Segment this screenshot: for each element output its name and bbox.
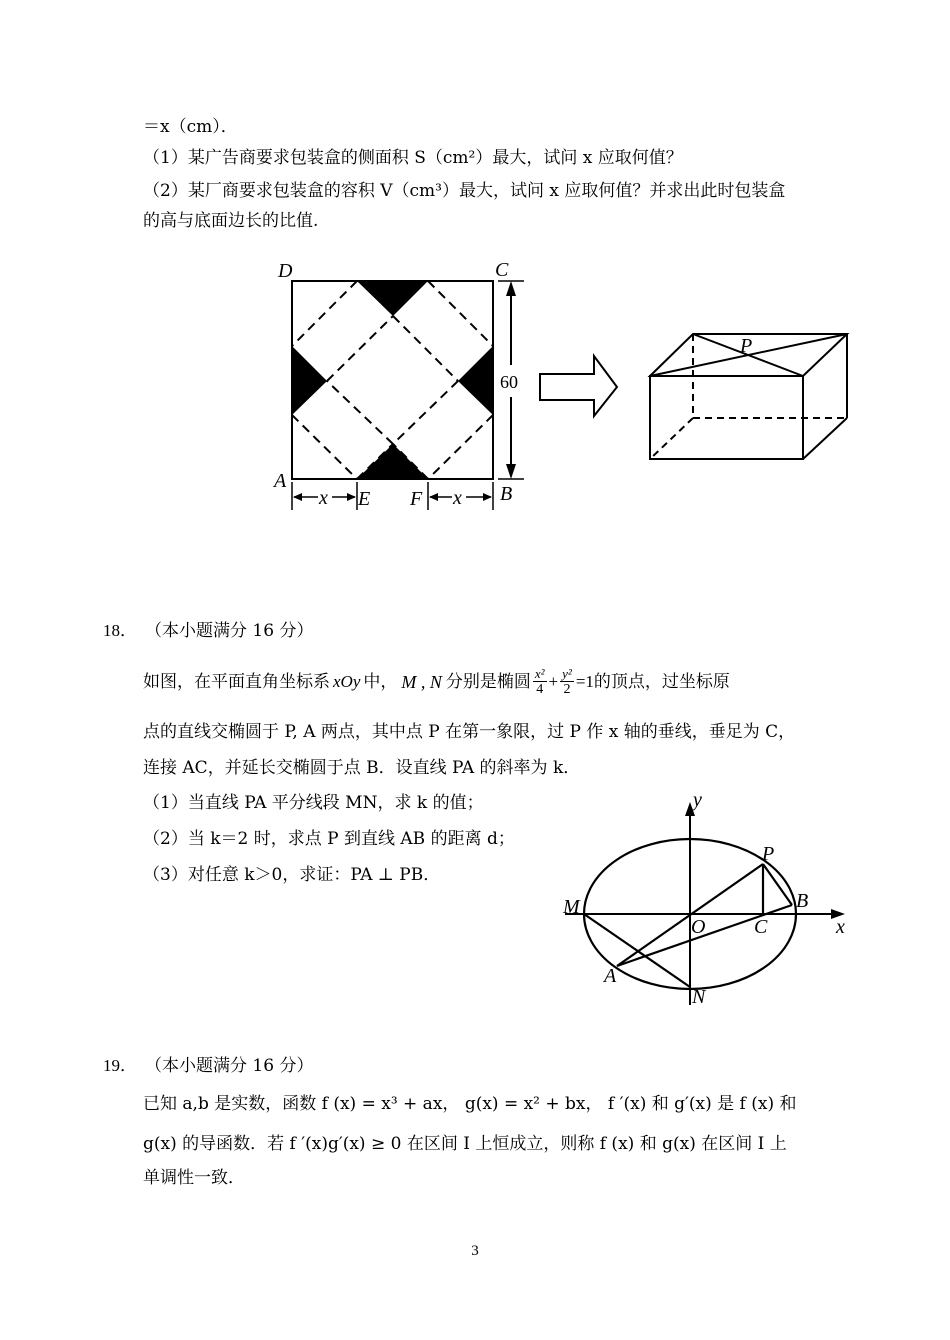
q17-figure xyxy=(260,255,860,520)
q19-line1: 已知 a,b 是实数，函数 f (x) = x³ + ax， g(x) = x² + bx， f ′(x) 和 g′(x) 是 f (x) 和 xyxy=(143,1094,797,1114)
q18-number: 18． xyxy=(103,621,137,640)
q18-ellipse-figure xyxy=(555,790,855,1010)
q17-line0: ＝x（cm）． xyxy=(143,117,238,137)
label-F: F xyxy=(410,488,423,510)
q18-line3: 连接 AC，并延长交椭圆于点 B．设直线 PA 的斜率为 k． xyxy=(143,758,581,778)
q18-part1: （1）当直线 PA 平分线段 MN，求 k 的值； xyxy=(143,793,484,813)
q17-part1: （1）某广告商要求包装盒的侧面积 S（cm²）最大，试问 x 应取何值？ xyxy=(143,148,683,168)
q19-score: （本小题满分 16 分） xyxy=(145,1056,314,1076)
q19-line2: g(x) 的导函数．若 f ′(x)g′(x) ≥ 0 在区间 I 上恒成立，则称 f (x) 和 g(x) 在区间 I 上 xyxy=(143,1134,787,1154)
label-A: A xyxy=(274,470,287,492)
arrow-icon xyxy=(540,356,617,416)
fraction-x2-4: $\frac{\text{x²}}{4}$ xyxy=(534,666,545,697)
label-B: B xyxy=(500,483,513,505)
q17-part2-line1: （2）某厂商要求包装盒的容积 V（cm³）最大，试问 x 应取何值？并求出此时包装盒 xyxy=(143,181,786,201)
label-C: C xyxy=(754,916,768,938)
label-60: 60 xyxy=(500,372,518,392)
fraction-y2-2: $\frac{\text{y²}}{2}$ xyxy=(562,666,572,697)
left-triangle xyxy=(292,346,327,415)
label-M: M xyxy=(563,896,580,918)
equals-one: =1 xyxy=(575,672,594,691)
label-y: y xyxy=(693,790,702,811)
q18-line1: 如图，在平面直角坐标系 xOy 中， M , N 分别是椭圆 $\frac{\text{x²}}{4}$ + $\frac{\text{y²}}{2}$ =1 的顶点，过坐标原 xyxy=(143,666,730,697)
q18-line1-mid2: 分别是椭圆 xyxy=(445,672,531,692)
bottom-triangle xyxy=(357,444,428,479)
label-x-left: x xyxy=(319,487,328,509)
q19-number: 19． xyxy=(103,1056,137,1075)
q18-part3: （3）对任意 k＞0，求证：PA ⊥ PB． xyxy=(143,865,441,885)
q19-line3: 单调性一致． xyxy=(143,1168,245,1188)
q18-score: （本小题满分 16 分） xyxy=(145,621,314,641)
label-P: P xyxy=(762,843,775,865)
q18-line1-post: 的顶点，过坐标原 xyxy=(593,672,730,692)
label-O: O xyxy=(691,916,706,938)
label-P-box: P xyxy=(740,335,753,357)
label-B: B xyxy=(796,890,809,912)
top-triangle xyxy=(357,281,428,316)
q17-part2-line2: 的高与底面边长的比值. xyxy=(143,211,319,231)
q18-line2: 点的直线交椭圆于 P, A 两点，其中点 P 在第一象限，过 P 作 x 轴的垂线，垂足为 C， xyxy=(143,722,796,742)
points-mn: M , N xyxy=(401,672,442,692)
label-A: A xyxy=(604,965,617,987)
label-x: x xyxy=(836,916,845,938)
label-N: N xyxy=(692,986,706,1008)
label-x-right: x xyxy=(453,487,462,509)
coord-system: xOy xyxy=(333,672,361,691)
q18-line1-mid: 中， xyxy=(363,672,398,692)
page-number: 3 xyxy=(471,1243,479,1259)
q18-line1-pre: 如图，在平面直角坐标系 xyxy=(143,672,330,692)
right-triangle xyxy=(458,346,493,415)
q18-part2: （2）当 k＝2 时，求点 P 到直线 AB 的距离 d； xyxy=(143,829,515,849)
label-D: D xyxy=(278,260,293,282)
label-E: E xyxy=(358,488,371,510)
label-C: C xyxy=(495,259,509,281)
